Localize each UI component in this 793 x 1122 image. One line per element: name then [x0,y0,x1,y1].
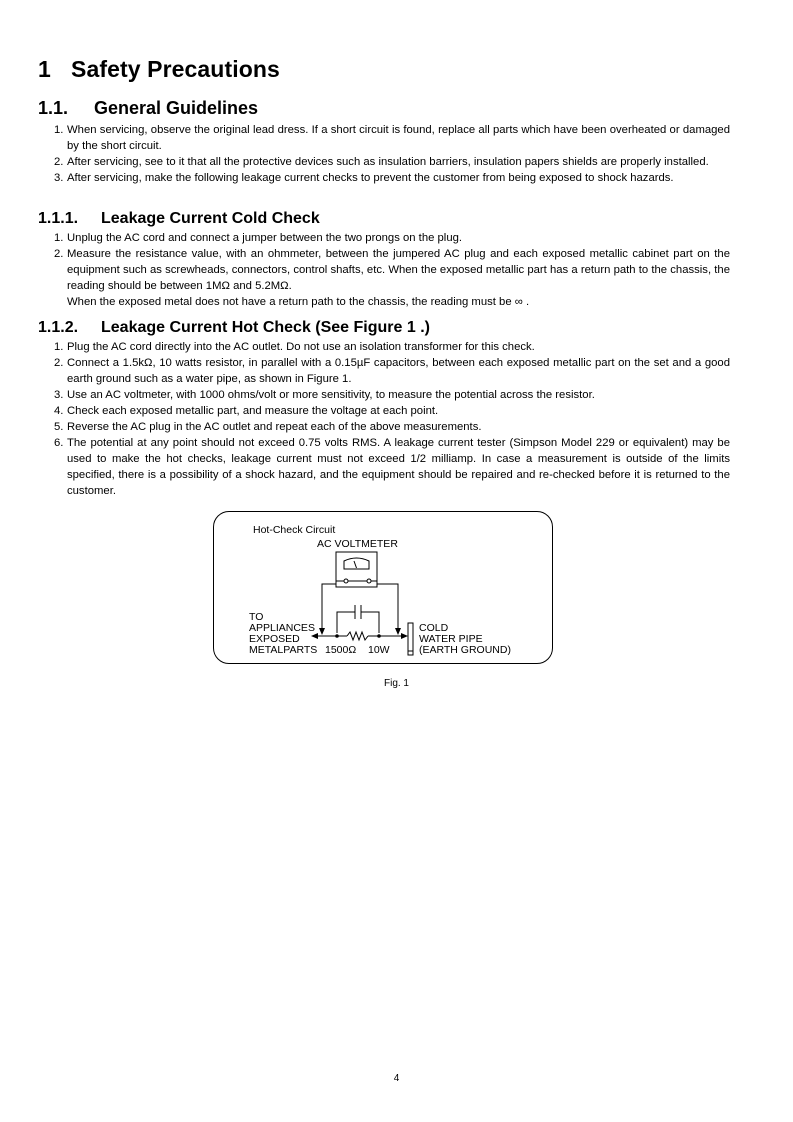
list-item-text: Measure the resistance value, with an ohmmeter, between the jumpered AC plug and each exposed metallic cabinet part on the equipment such as screwheads, connectors, control shafts, etc. When the exposed metallic part has a return path to the chassis, the reading should be between 1MΩ and 5.2MΩ. [67,248,730,292]
cold-check-list [55,230,730,310]
label-to: TO [249,611,264,623]
junction-dot [335,634,339,638]
voltmeter-label: AC VOLTMETER [317,538,398,550]
hot-check-number: 1.1.2. [38,319,79,336]
list-item-number: 1. [54,341,64,353]
list-item-number: 2. [54,248,64,260]
cold-check-title: Leakage Current Cold Check [101,210,320,227]
list-item-number: 2. [54,357,64,369]
resistance-value: 1500Ω [325,644,357,656]
figure-caption: Fig. 1 [383,678,409,689]
hot-check-heading [38,319,430,337]
list-item-number: 1. [54,124,64,136]
label-earth-ground: (EARTH GROUND) [419,644,511,656]
list-item [55,403,730,419]
label-water-pipe: WATER PIPE [419,633,483,645]
list-item-text: Check each exposed metallic part, and measure the voltage at each point. [67,405,439,417]
list-item-number: 4. [54,405,64,417]
label-appliances: APPLIANCES [249,622,315,634]
list-item-note: When the exposed metal does not have a return path to the chassis, the reading must be ∞ . [67,296,530,308]
general-guidelines-number: 1.1. [38,98,69,118]
voltmeter-icon [336,552,377,587]
list-item [55,246,730,310]
list-item [55,435,730,499]
list-item-number: 5. [54,421,64,433]
list-item [55,122,730,154]
wattage-value: 10W [368,644,390,656]
list-item-text: After servicing, make the following leakage current checks to prevent the customer from being exposed to shock hazards. [67,172,674,184]
cold-check-heading [38,210,320,228]
right-arrowhead [401,633,408,639]
list-item-text: Connect a 1.5kΩ, 10 watts resistor, in parallel with a 0.15µF capacitors, between each exposed metallic part on the set and a good earth ground such as a water pipe, as shown in Figure 1. [67,357,730,385]
list-item [55,419,730,435]
water-pipe-icon [408,623,413,655]
right-lead-arrowhead [395,628,401,635]
list-item [55,170,730,186]
hot-check-list [55,339,730,499]
list-item-text: When servicing, observe the original lead dress. If a short circuit is found, replace all parts which have been overheated or damaged by the short circuit. [67,124,730,152]
junction-dot [377,634,381,638]
list-item [55,339,730,355]
section-title-text: Safety Precautions [71,56,280,82]
general-guidelines-list [55,122,730,186]
hot-check-title: Leakage Current Hot Check (See Figure 1 .) [101,319,430,336]
list-item-text: After servicing, see to it that all the protective devices such as insulation barriers, insulation papers shields are properly installed. [67,156,709,168]
list-item-number: 3. [54,172,64,184]
resistor-icon [316,632,403,640]
hot-check-circuit-figure [213,511,553,664]
list-item-text: The potential at any point should not exceed 0.75 volts RMS. A leakage current tester (Simpson Model 229 or equivalent) may be used to make the hot checks, leakage current must not exceed 1/2 milliamp. In case a measurement is outside of the limits specified, there is a possibility of a shock hazard, and the equipment should be repaired and re-checked before it is returned to the customer. [67,437,730,497]
list-item [55,154,730,170]
list-item-text: Use an AC voltmeter, with 1000 ohms/volt or more sensitivity, to measure the potential across the resistor. [67,389,595,401]
section-number: 1 [38,56,51,82]
list-item-text: Reverse the AC plug in the AC outlet and repeat each of the above measurements. [67,421,482,433]
circuit-diagram [213,511,553,664]
cold-check-number: 1.1.1. [38,210,79,227]
label-metalparts: METALPARTS [249,644,318,656]
general-guidelines-heading [38,98,258,119]
list-item-number: 2. [54,156,64,168]
label-cold: COLD [419,622,449,634]
list-item-text: Plug the AC cord directly into the AC outlet. Do not use an isolation transformer for this check. [67,341,535,353]
page-number: 4 [393,1073,400,1084]
left-lead-arrowhead [319,628,325,635]
section-title [38,56,280,83]
list-item-text: Unplug the AC cord and connect a jumper between the two prongs on the plug. [67,232,463,244]
capacitor-icon [337,605,379,633]
list-item-number: 1. [54,232,64,244]
label-exposed: EXPOSED [249,633,300,645]
list-item [55,355,730,387]
circuit-title: Hot-Check Circuit [253,524,336,536]
general-guidelines-title: General Guidelines [94,98,259,118]
list-item [55,387,730,403]
list-item-number: 3. [54,389,64,401]
voltmeter-leads [322,584,398,633]
list-item-number: 6. [54,437,64,449]
list-item [55,230,730,246]
